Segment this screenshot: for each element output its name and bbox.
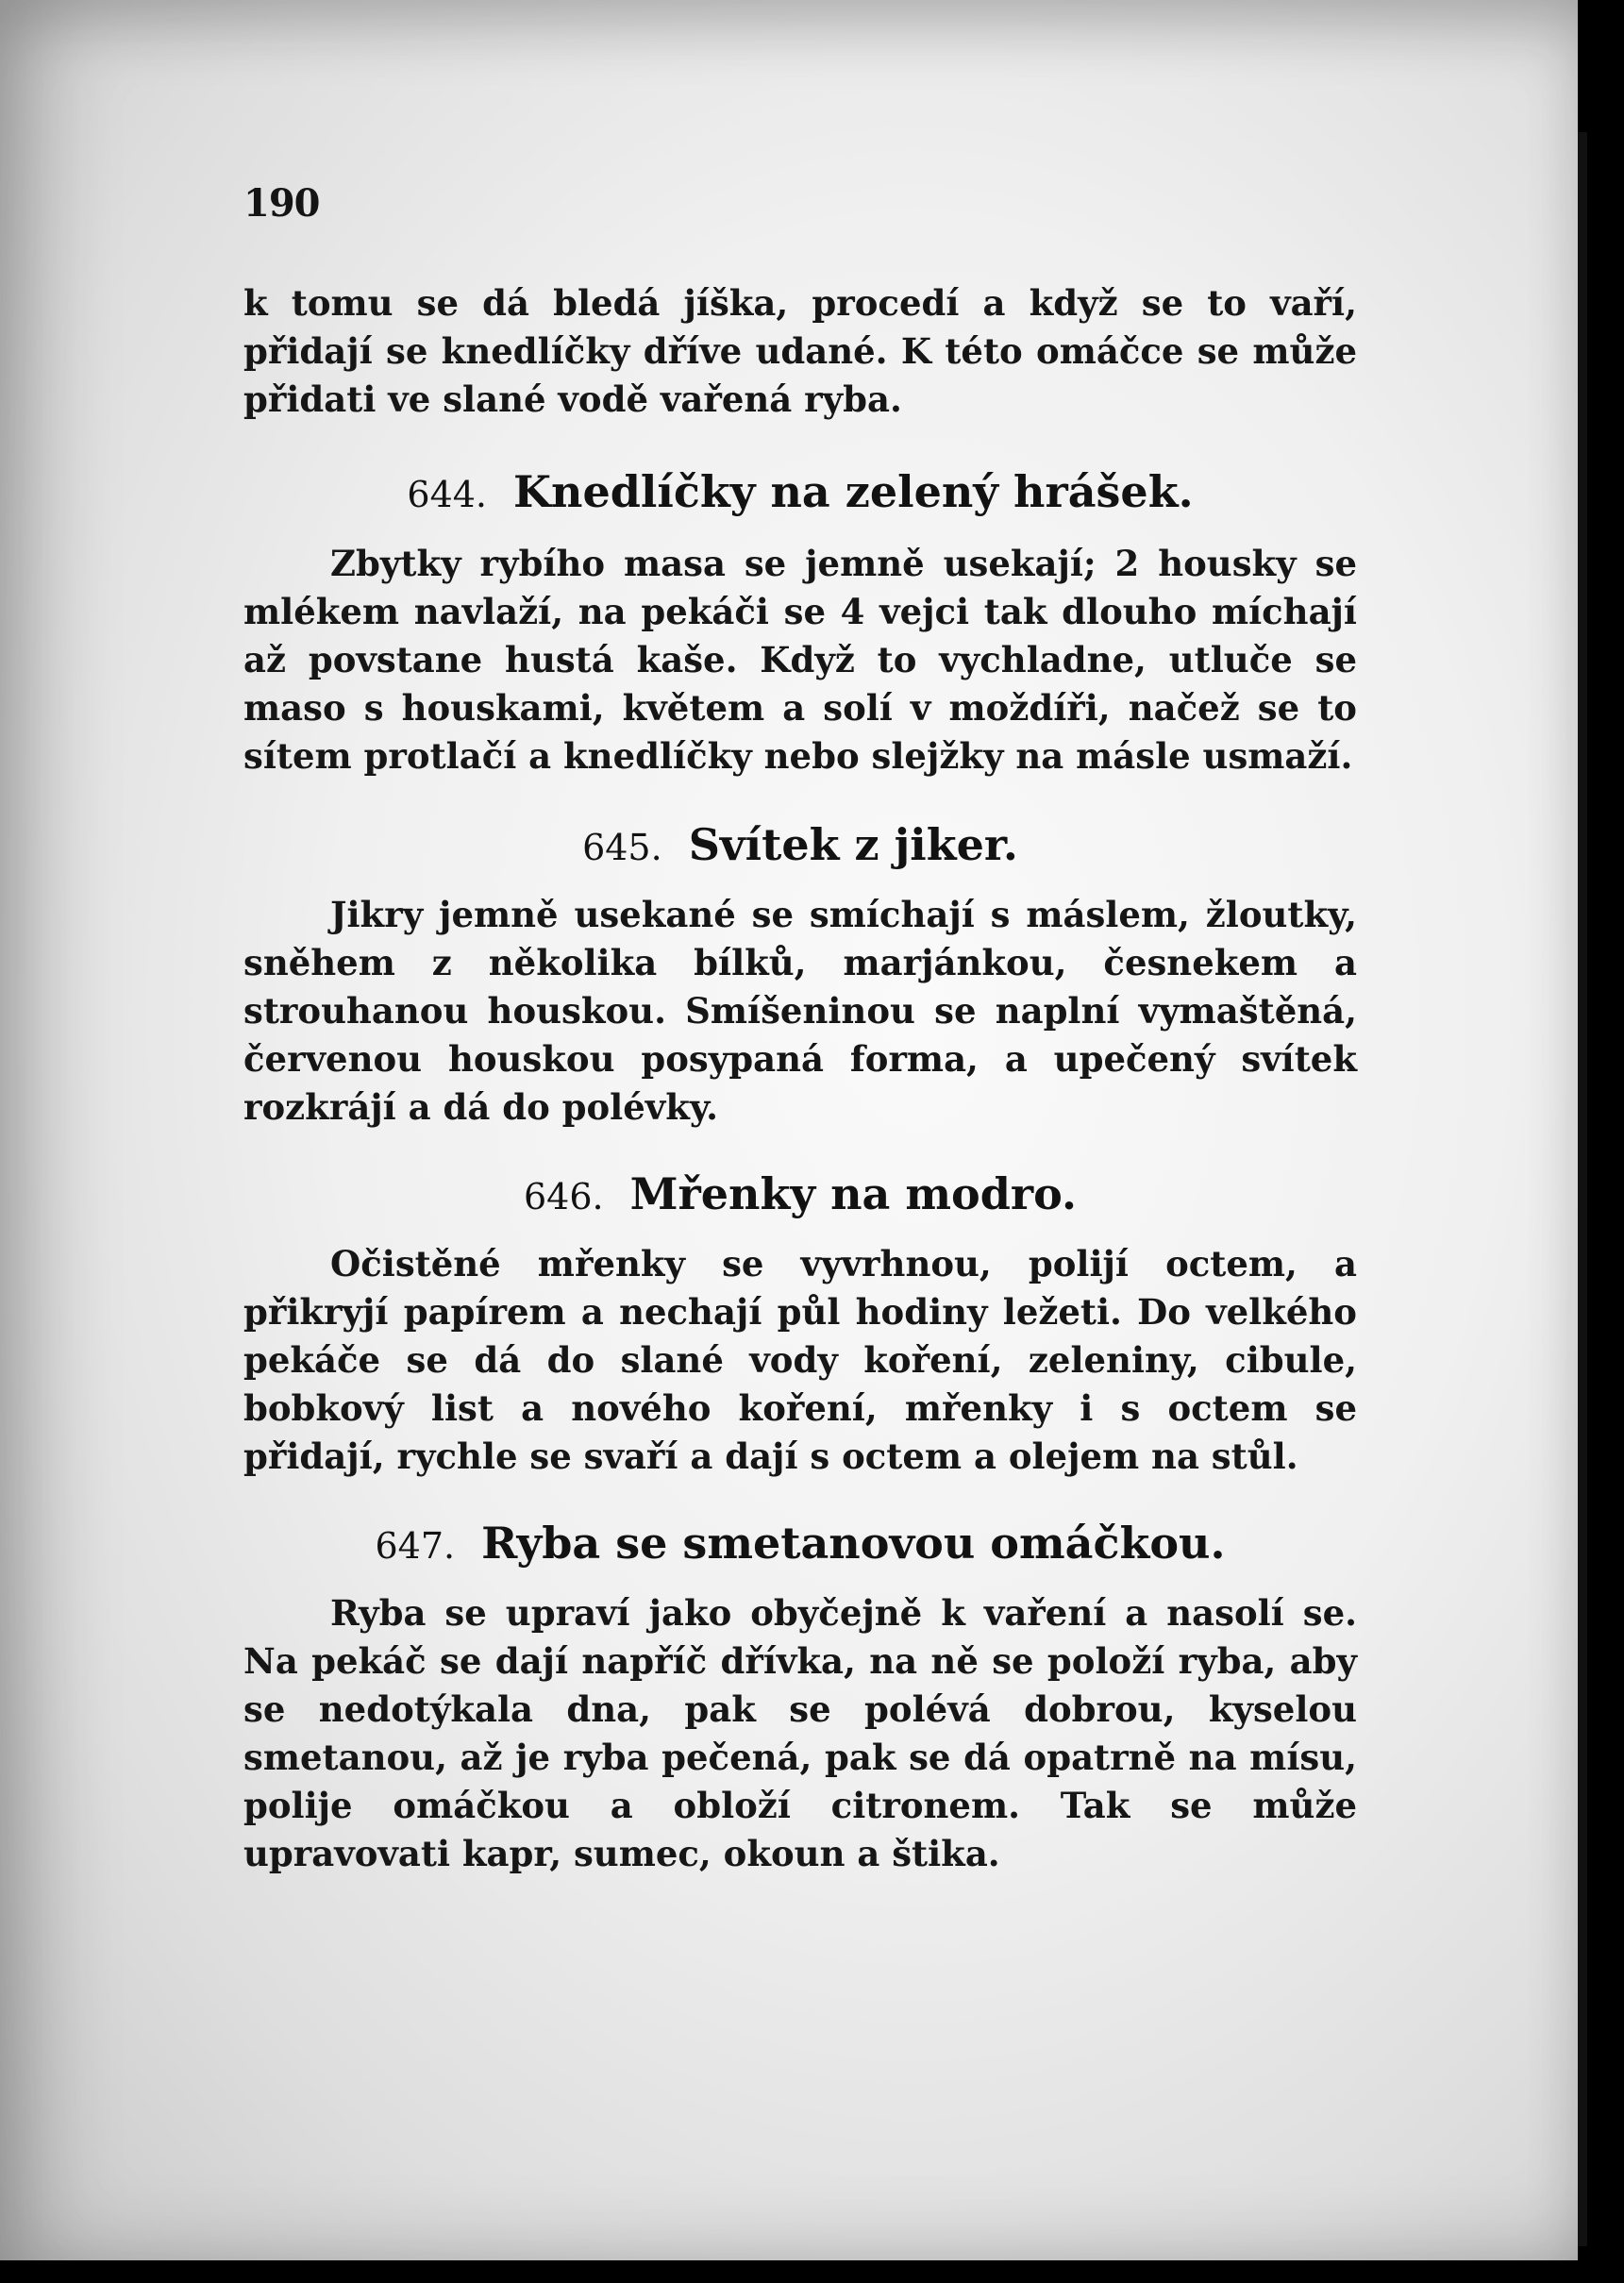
recipe-text-645: Jikry jemně usekané se smíchají s máslem, žloutky, sněhem z několika bílků, marjánkou, česnekem a strouhanou houskou. Smíšeninou se naplní vymaštěná, červenou houskou posypaná forma, a upečený svítek rozkrájí a dá do polévky. (243, 894, 1357, 1128)
recipe-number: 646. (523, 1176, 604, 1217)
recipe-number: 644. (407, 474, 488, 515)
recipe-title: Mřenky na modro. (629, 1168, 1077, 1219)
page-content (243, 279, 1357, 1878)
recipe-number: 645. (582, 827, 662, 868)
recipe-heading-646 (243, 1166, 1357, 1225)
recipe-text-644: Zbytky rybího masa se jemně usekají; 2 housky se mlékem navlaží, na pekáči se 4 vejci tak dlouho míchají až povstane hustá kaše. Když to vychladne, utluče se maso s houskami, květem a solí v moždíři, načež se to sítem protlačí a knedlíčky nebo slejžky na másle usmaží. (243, 543, 1357, 777)
recipe-number: 647. (375, 1525, 456, 1567)
intro-paragraph: k tomu se dá bledá jíška, procedí a když se to vaří, přidají se knedlíčky dříve udané. K této omáčce se může přidati ve slané vodě vařená ryba. (243, 282, 1357, 420)
recipe-heading-645 (243, 816, 1357, 876)
recipe-title: Svítek z jiker. (688, 819, 1018, 870)
recipe-title: Ryba se smetanovou omáčkou. (481, 1518, 1226, 1569)
recipe-text-647: Ryba se upraví jako obyčejně k vaření a nasolí se. Na pekáč se dají napříč dřívka, na ně se položí ryba, aby se nedotýkala dna, pak se polévá dobrou, kyselou smetanou, až je ryba pečená, pak se dá opatrně na mísu, polije omáčkou a obloží citronem. Tak se může upravovati kapr, sumec, okoun a štika. (243, 1592, 1357, 1874)
recipe-text-646: Očistěné mřenky se vyvrhnou, polijí octem, a přikryjí papírem a nechají půl hodiny ležeti. Do velkého pekáče se dá do slané vody koření, zeleniny, cibule, bobkový list a nového koření, mřenky i s octem se přidají, rychle se svaří a dají s octem a olejem na stůl. (243, 1243, 1357, 1477)
page-number: 190 (243, 181, 320, 226)
recipe-title: Knedlíčky na zelený hrášek. (513, 466, 1194, 517)
page-edge-rule (1578, 132, 1587, 2246)
recipe-heading-647 (243, 1515, 1357, 1574)
recipe-heading-644 (243, 463, 1357, 523)
